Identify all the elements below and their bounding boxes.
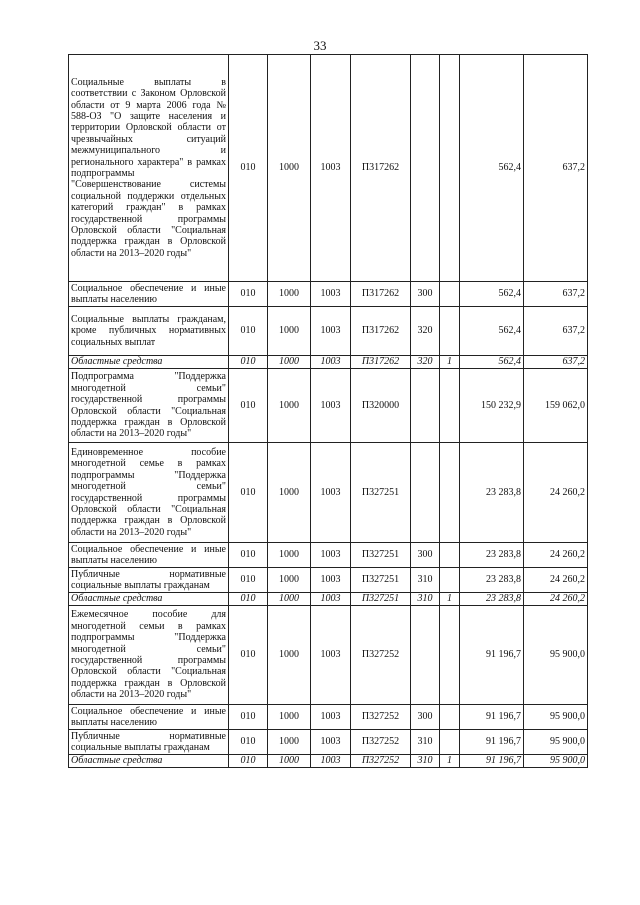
table-row <box>69 730 588 755</box>
cell-section: 1000 <box>268 568 311 593</box>
cell-source: 1 <box>440 356 460 369</box>
table-row <box>69 356 588 369</box>
cell-subsection: 1003 <box>311 593 351 606</box>
cell-admin-code: 010 <box>229 730 268 755</box>
row-description: Социальное обеспечение и иные выплаты населению <box>69 282 229 307</box>
cell-expense-type: 300 <box>411 705 440 730</box>
cell-amount-year-2: 24 260,2 <box>524 593 588 606</box>
cell-expense-type: 310 <box>411 568 440 593</box>
cell-subsection: 1003 <box>311 307 351 356</box>
row-description: Социальное обеспечение и иные выплаты населению <box>69 543 229 568</box>
cell-source <box>440 282 460 307</box>
cell-amount-year-1: 91 196,7 <box>460 755 524 768</box>
cell-subsection: 1003 <box>311 606 351 705</box>
table-row <box>69 606 588 705</box>
cell-amount-year-1: 23 283,8 <box>460 543 524 568</box>
cell-section: 1000 <box>268 369 311 443</box>
row-description: Подпрограмма "Поддержка многодетной семьи" государственной программы Орловской области "Социальная поддержка граждан в Орловской области на 2013–2020 годы" <box>69 369 229 443</box>
cell-expense-type <box>411 369 440 443</box>
row-description: Социальные выплаты гражданам, кроме публичных нормативных социальных выплат <box>69 307 229 356</box>
table-row <box>69 568 588 593</box>
cell-target-article: П317262 <box>351 307 411 356</box>
table-row <box>69 369 588 443</box>
cell-target-article: П327251 <box>351 568 411 593</box>
cell-amount-year-1: 562,4 <box>460 55 524 282</box>
cell-source: 1 <box>440 755 460 768</box>
cell-source <box>440 606 460 705</box>
cell-admin-code: 010 <box>229 282 268 307</box>
cell-target-article: П317262 <box>351 282 411 307</box>
row-description: Ежемесячное пособие для многодетной семьи в рамках подпрограммы "Поддержка многодетной семьи" государственной программы Орловской области "Социальная поддержка граждан в Орловской области на 2013–2020 годы" <box>69 606 229 705</box>
cell-section: 1000 <box>268 55 311 282</box>
cell-admin-code: 010 <box>229 443 268 543</box>
cell-expense-type: 310 <box>411 593 440 606</box>
cell-subsection: 1003 <box>311 356 351 369</box>
row-description: Областные средства <box>69 356 229 369</box>
cell-target-article: П327252 <box>351 705 411 730</box>
cell-amount-year-1: 91 196,7 <box>460 705 524 730</box>
page-number: 33 <box>313 38 327 53</box>
table-row <box>69 307 588 356</box>
table-row <box>69 705 588 730</box>
cell-subsection: 1003 <box>311 730 351 755</box>
cell-section: 1000 <box>268 356 311 369</box>
table-body <box>69 55 588 768</box>
cell-source: 1 <box>440 593 460 606</box>
cell-source <box>440 568 460 593</box>
table-row <box>69 443 588 543</box>
cell-amount-year-1: 562,4 <box>460 307 524 356</box>
cell-amount-year-1: 562,4 <box>460 356 524 369</box>
cell-amount-year-2: 24 260,2 <box>524 443 588 543</box>
cell-section: 1000 <box>268 730 311 755</box>
cell-amount-year-2: 24 260,2 <box>524 543 588 568</box>
cell-amount-year-2: 637,2 <box>524 55 588 282</box>
cell-admin-code: 010 <box>229 543 268 568</box>
cell-expense-type: 320 <box>411 307 440 356</box>
cell-subsection: 1003 <box>311 443 351 543</box>
cell-source <box>440 55 460 282</box>
cell-expense-type: 300 <box>411 543 440 568</box>
row-description: Публичные нормативные социальные выплаты гражданам <box>69 730 229 755</box>
table-row <box>69 55 588 282</box>
table-row <box>69 282 588 307</box>
row-description: Публичные нормативные социальные выплаты гражданам <box>69 568 229 593</box>
cell-amount-year-1: 91 196,7 <box>460 606 524 705</box>
cell-expense-type <box>411 443 440 543</box>
cell-admin-code: 010 <box>229 705 268 730</box>
cell-source <box>440 307 460 356</box>
cell-expense-type: 310 <box>411 755 440 768</box>
budget-table <box>68 54 588 768</box>
cell-section: 1000 <box>268 282 311 307</box>
cell-admin-code: 010 <box>229 55 268 282</box>
cell-admin-code: 010 <box>229 356 268 369</box>
cell-section: 1000 <box>268 307 311 356</box>
row-description: Областные средства <box>69 755 229 768</box>
cell-target-article: П327252 <box>351 606 411 705</box>
cell-amount-year-2: 637,2 <box>524 356 588 369</box>
cell-amount-year-1: 23 283,8 <box>460 568 524 593</box>
cell-admin-code: 010 <box>229 606 268 705</box>
cell-amount-year-2: 637,2 <box>524 282 588 307</box>
cell-admin-code: 010 <box>229 369 268 443</box>
cell-amount-year-2: 95 900,0 <box>524 606 588 705</box>
cell-amount-year-2: 637,2 <box>524 307 588 356</box>
cell-amount-year-2: 95 900,0 <box>524 705 588 730</box>
cell-source <box>440 705 460 730</box>
cell-source <box>440 369 460 443</box>
cell-section: 1000 <box>268 593 311 606</box>
cell-expense-type: 320 <box>411 356 440 369</box>
cell-subsection: 1003 <box>311 55 351 282</box>
cell-section: 1000 <box>268 543 311 568</box>
cell-section: 1000 <box>268 705 311 730</box>
cell-subsection: 1003 <box>311 282 351 307</box>
cell-amount-year-2: 95 900,0 <box>524 730 588 755</box>
cell-admin-code: 010 <box>229 593 268 606</box>
cell-target-article: П317262 <box>351 356 411 369</box>
cell-target-article: П317262 <box>351 55 411 282</box>
cell-admin-code: 010 <box>229 307 268 356</box>
cell-expense-type <box>411 606 440 705</box>
cell-subsection: 1003 <box>311 568 351 593</box>
cell-amount-year-2: 24 260,2 <box>524 568 588 593</box>
cell-amount-year-1: 23 283,8 <box>460 443 524 543</box>
cell-source <box>440 730 460 755</box>
cell-source <box>440 543 460 568</box>
cell-subsection: 1003 <box>311 705 351 730</box>
table-row <box>69 755 588 768</box>
cell-target-article: П327252 <box>351 755 411 768</box>
cell-subsection: 1003 <box>311 369 351 443</box>
cell-amount-year-1: 562,4 <box>460 282 524 307</box>
row-description: Областные средства <box>69 593 229 606</box>
cell-subsection: 1003 <box>311 755 351 768</box>
cell-admin-code: 010 <box>229 755 268 768</box>
cell-expense-type <box>411 55 440 282</box>
cell-subsection: 1003 <box>311 543 351 568</box>
cell-amount-year-2: 95 900,0 <box>524 755 588 768</box>
table-row <box>69 543 588 568</box>
cell-target-article: П327252 <box>351 730 411 755</box>
cell-amount-year-2: 159 062,0 <box>524 369 588 443</box>
cell-amount-year-1: 91 196,7 <box>460 730 524 755</box>
cell-target-article: П327251 <box>351 543 411 568</box>
cell-section: 1000 <box>268 606 311 705</box>
row-description: Социальные выплаты в соответствии с Законом Орловской области от 9 марта 2006 года № 588-ОЗ "О защите населения и территории Орловской области от чрезвычайных ситуаций межмуниципального и регионального характера" в рамках подпрограммы "Совершенствование системы социальной поддержки отдельных категорий граждан" в рамках государственной программы Орловской области "Социальная поддержка граждан в Орловской области на 2013–2020 годы" <box>69 55 229 282</box>
cell-section: 1000 <box>268 443 311 543</box>
cell-admin-code: 010 <box>229 568 268 593</box>
cell-amount-year-1: 23 283,8 <box>460 593 524 606</box>
table-row <box>69 593 588 606</box>
cell-expense-type: 310 <box>411 730 440 755</box>
row-description: Единовременное пособие многодетной семье в рамках подпрограммы "Поддержка многодетной семьи" государственной программы Орловской области "Социальная поддержка граждан в Орловской области на 2013–2020 годы" <box>69 443 229 543</box>
cell-target-article: П327251 <box>351 593 411 606</box>
cell-target-article: П320000 <box>351 369 411 443</box>
cell-section: 1000 <box>268 755 311 768</box>
cell-amount-year-1: 150 232,9 <box>460 369 524 443</box>
cell-source <box>440 443 460 543</box>
row-description: Социальное обеспечение и иные выплаты населению <box>69 705 229 730</box>
cell-target-article: П327251 <box>351 443 411 543</box>
cell-expense-type: 300 <box>411 282 440 307</box>
